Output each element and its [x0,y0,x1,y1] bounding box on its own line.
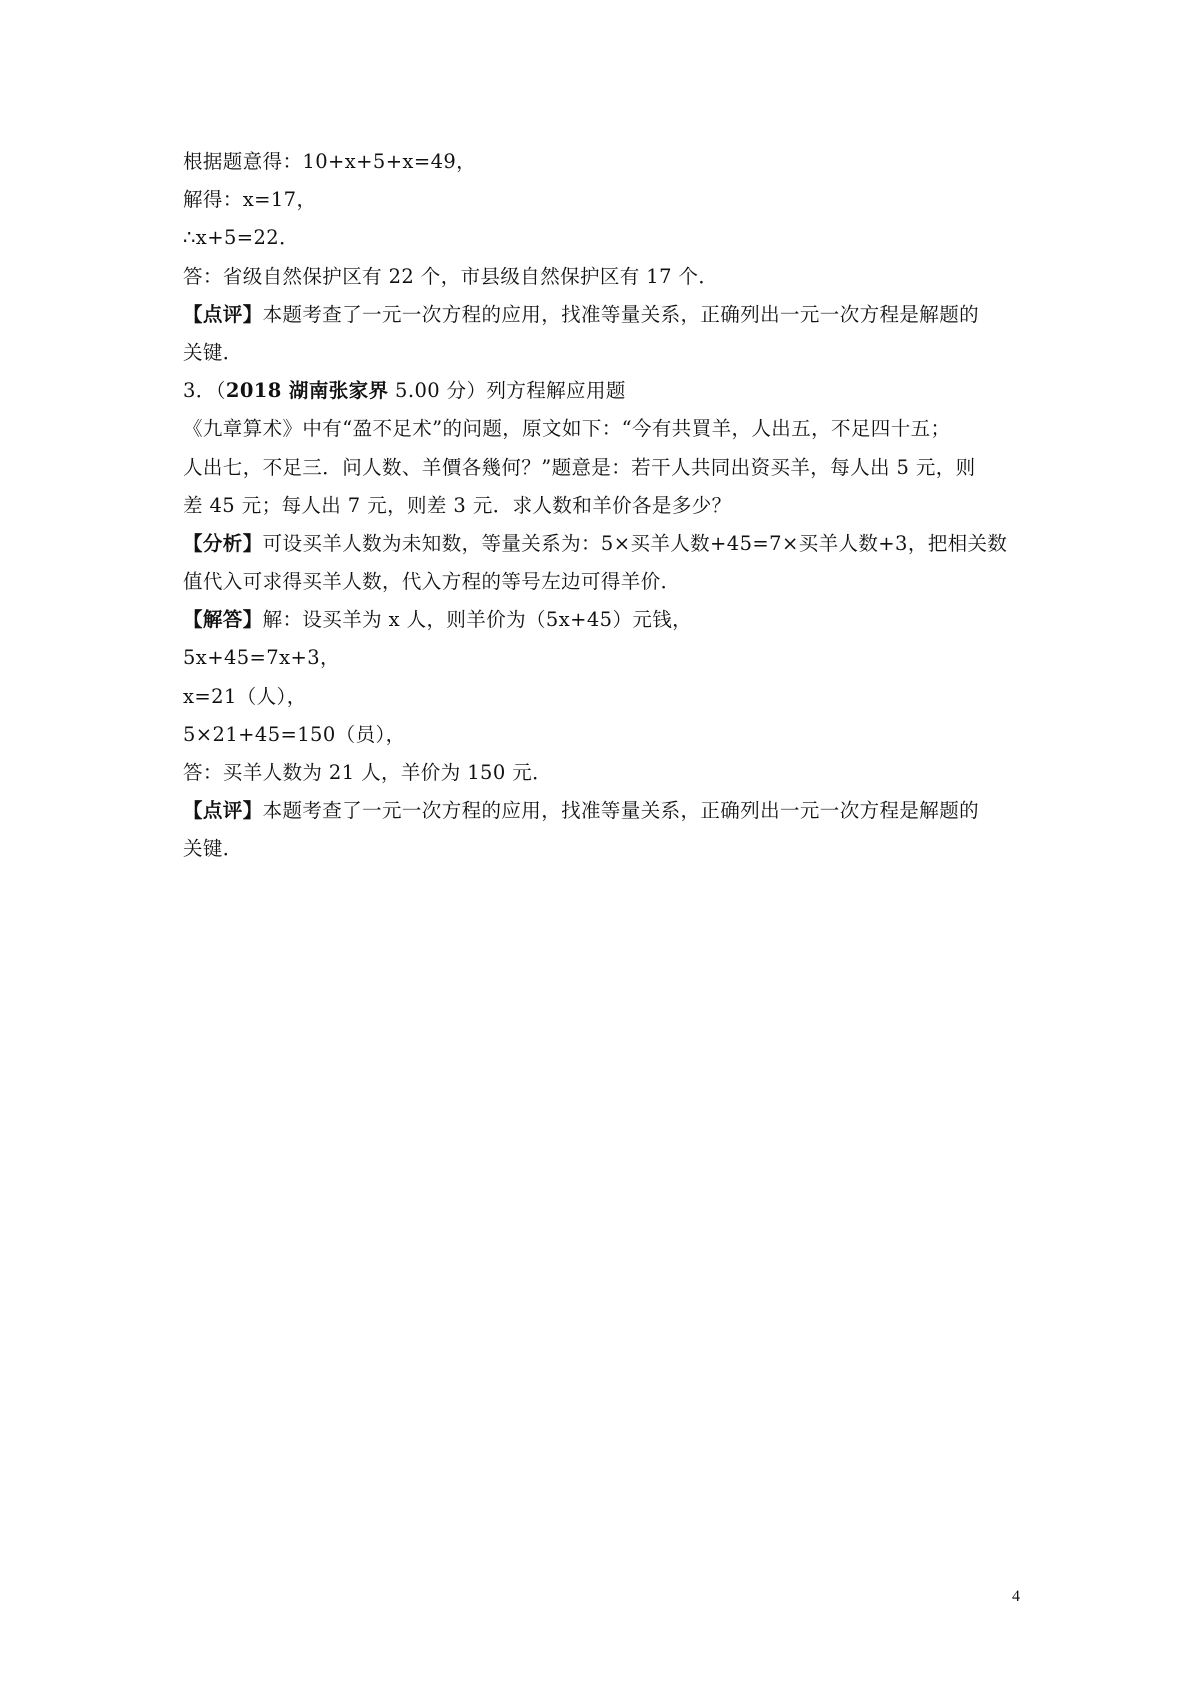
question-comment-line [183,792,1029,830]
question-text-line-1: 《九章算术》中有“盈不足术”的问题，原文如下：“今有共買羊，人出五，不足四十五； [183,417,951,441]
question-comment-text: 本题考查了一元一次方程的应用，找准等量关系，正确列出一元一次方程是解题的 [262,799,980,823]
analysis-tag: 【分析】 [183,531,263,555]
question-heading [183,372,1029,410]
question-number: 3． [183,379,216,403]
solution-equation: 根据题意得：10+x+5+x=49， [183,150,477,173]
question-source: 2018 湖南张家界 [225,379,389,403]
document-page [183,143,1029,869]
solution-line-4: 5×21+45=150（员）， [183,722,406,746]
solution-answer: 答：省级自然保护区有 22 个，市县级自然保护区有 17 个． [183,264,719,288]
question-text-line-3: 差 45 元；每人出 7 元，则差 3 元．求人数和羊价各是多少？ [183,493,732,517]
comment-line [183,296,1029,334]
question-source-rest: 5.00 分）列方程解应用题 [388,379,626,403]
comment-line-2: 关键． [183,340,243,364]
page-number: 4 [1012,1588,1020,1605]
solution-line-3: x=21（人）， [183,684,307,708]
solution-line-2: 5x+45=7x+3， [183,646,340,670]
question-comment-tag: 【点评】 [183,799,263,823]
solution-line [183,601,1029,639]
comment-tag: 【点评】 [183,302,263,326]
question-comment-line-2: 关键． [183,837,243,861]
question-text-line-2: 人出七，不足三．问人数、羊價各幾何？”题意是：若干人共同出资买羊，每人出 5 元，则 [183,455,976,479]
solution-solve: 解得：x=17， [183,188,317,212]
question-answer: 答：买羊人数为 21 人，羊价为 150 元． [183,761,553,784]
solution-text: 解：设买羊为 x 人，则羊价为（5x+45）元钱， [262,608,693,632]
question-source-open: （ [215,379,226,403]
analysis-line-2: 值代入可求得买羊人数，代入方程的等号左边可得羊价． [183,570,681,594]
solution-tag: 【解答】 [183,608,263,632]
analysis-line [183,525,1029,563]
analysis-text: 可设买羊人数为未知数，等量关系为：5×买羊人数+45=7×买羊人数+3，把相关数 [262,531,1008,555]
comment-text: 本题考查了一元一次方程的应用，找准等量关系，正确列出一元一次方程是解题的 [262,302,980,326]
solution-therefore: ∴x+5=22． [183,226,300,250]
